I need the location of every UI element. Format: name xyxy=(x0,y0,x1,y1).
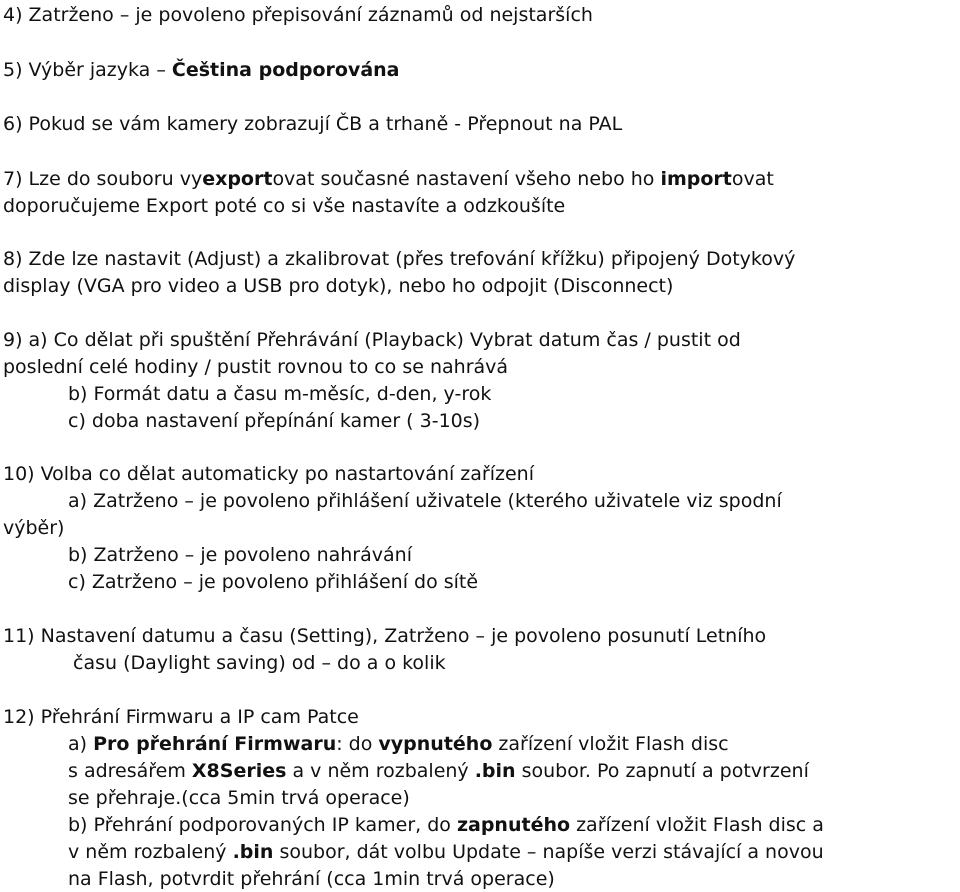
item-11-line-2: času (Daylight saving) od – do a o kolik xyxy=(73,652,446,674)
item-9-line-1: 9) a) Co dělat při spuštění Přehrávání (Playback) Vybrat datum čas / pustit od xyxy=(3,329,741,351)
item-10-line-1: 10) Volba co dělat automaticky po nastartování zařízení xyxy=(3,463,534,485)
item-11-line-1: 11) Nastavení datumu a času (Setting), Zatrženo – je povoleno posunutí Letního xyxy=(3,625,767,647)
item-4-line: 4) Zatrženo – je povoleno přepisování záznamů od nejstarších xyxy=(3,4,593,26)
item-8-line-2: display (VGA pro video a USB pro dotyk), nebo ho odpojit (Disconnect) xyxy=(3,275,674,297)
item-7-line-2: doporučujeme Export poté co si vše nastavíte a odzkoušíte xyxy=(3,195,566,217)
item-12-a-line-1: a) Pro přehrání Firmwaru: do vypnutého zařízení vložit Flash disc xyxy=(68,733,729,755)
item-10-a: a) Zatrženo – je povoleno přihlášení uživatele (kterého uživatele viz spodní xyxy=(68,490,782,512)
item-12-b-line-3: na Flash, potvrdit přehrání (cca 1min trvá operace) xyxy=(68,868,555,890)
item-12-b-line-2: v něm rozbalený .bin soubor, dát volbu Update – napíše verzi stávající a novou xyxy=(68,841,824,863)
item-12-a-line-3: se přehraje.(cca 5min trvá operace) xyxy=(68,787,410,809)
item-12-line-1: 12) Přehrání Firmwaru a IP cam Patce xyxy=(3,706,359,728)
item-10-a-cont: výběr) xyxy=(3,517,65,539)
item-8-line-1: 8) Zde lze nastavit (Adjust) a zkalibrovat (přes trefování křížku) připojený Dotykový xyxy=(3,248,796,270)
item-9-line-2: poslední celé hodiny / pustit rovnou to co se nahrává xyxy=(3,356,509,378)
item-10-c: c) Zatrženo – je povoleno přihlášení do sítě xyxy=(68,571,479,593)
item-12-b-line-1: b) Přehrání podporovaných IP kamer, do zapnutého zařízení vložit Flash disc a xyxy=(68,814,824,836)
item-10-b: b) Zatrženo – je povoleno nahrávání xyxy=(68,544,412,566)
item-9-c: c) doba nastavení přepínání kamer ( 3-10s) xyxy=(68,410,481,432)
item-7-line-1: 7) Lze do souboru vyexportovat současné nastavení všeho nebo ho importovat xyxy=(3,168,774,190)
item-6-line: 6) Pokud se vám kamery zobrazují ČB a trhaně - Přepnout na PAL xyxy=(3,113,623,135)
item-5-line: 5) Výběr jazyka – Čeština podporována xyxy=(3,59,400,81)
item-9-b: b) Formát datu a času m-měsíc, d-den, y-rok xyxy=(68,383,492,405)
language-supported: Čeština podporována xyxy=(171,59,400,81)
item-12-a-line-2: s adresářem X8Series a v něm rozbalený .bin soubor. Po zapnutí a potvrzení xyxy=(68,760,809,782)
